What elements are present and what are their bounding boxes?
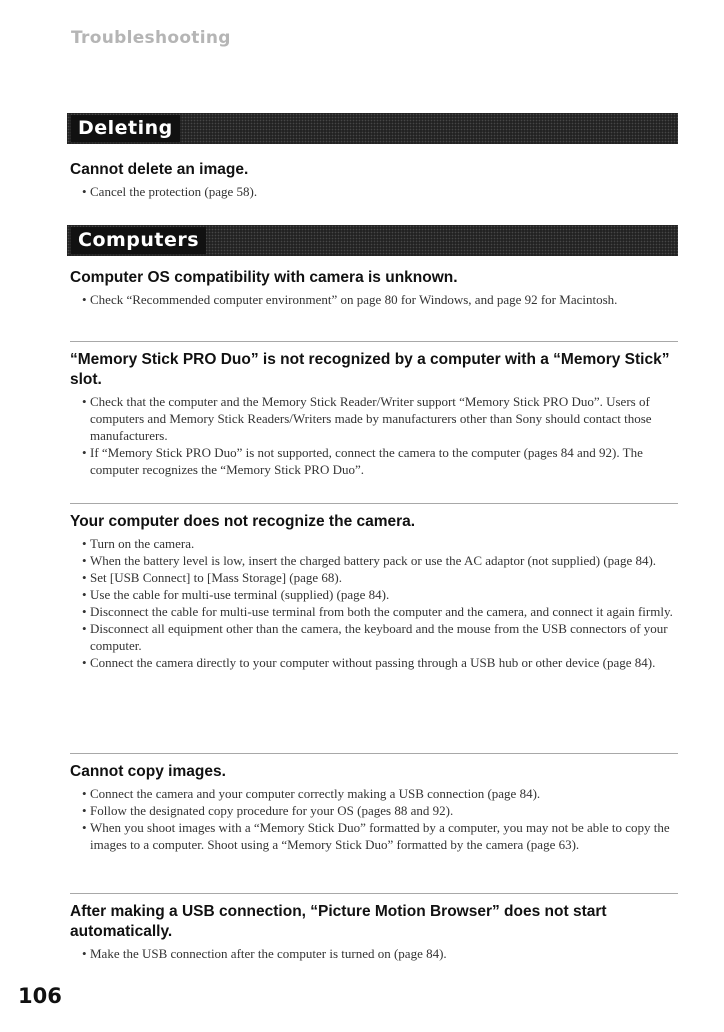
faq-answers (70, 183, 678, 200)
section-title: Computers (71, 227, 206, 254)
faq-question: Your computer does not recognize the camera. (70, 513, 416, 530)
faq-item (70, 753, 678, 853)
faq-item (70, 893, 678, 962)
section-header-deleting (67, 113, 678, 144)
faq-answers (70, 291, 678, 308)
faq-answers (70, 393, 678, 478)
running-head: Troubleshooting (71, 28, 231, 48)
faq-answer: • If “Memory Stick PRO Duo” is not supported, connect the camera to the computer (pages 84 and 92). The computer recognizes the “Memory Stick PRO Duo”. (82, 444, 678, 478)
faq-answer: • Use the cable for multi-use terminal (supplied) (page 84). (82, 586, 678, 603)
section-title: Deleting (71, 115, 180, 142)
page-number: 106 (18, 984, 62, 1008)
faq-question: Cannot copy images. (70, 763, 226, 780)
faq-answer: • Follow the designated copy procedure for your OS (pages 88 and 92). (82, 802, 678, 819)
faq-answer: • Check “Recommended computer environment” on page 80 for Windows, and page 92 for Macintosh. (82, 291, 678, 308)
faq-question: Cannot delete an image. (70, 161, 249, 178)
faq-answer: • Disconnect all equipment other than the camera, the keyboard and the mouse from the USB connectors of your computer. (82, 620, 678, 654)
faq-answer: • Connect the camera and your computer correctly making a USB connection (page 84). (82, 785, 678, 802)
faq-answer: • When the battery level is low, insert the charged battery pack or use the AC adaptor (not supplied) (page 84). (82, 552, 678, 569)
faq-answer: • Turn on the camera. (82, 535, 678, 552)
faq-answer: • Make the USB connection after the computer is turned on (page 84). (82, 945, 678, 962)
faq-answers (70, 785, 678, 853)
faq-item (70, 341, 678, 478)
faq-answer: • Connect the camera directly to your computer without passing through a USB hub or other device (page 84). (82, 654, 678, 671)
faq-answer: • Cancel the protection (page 58). (82, 183, 678, 200)
faq-answer: • Set [USB Connect] to [Mass Storage] (page 68). (82, 569, 678, 586)
faq-answer: • Check that the computer and the Memory Stick Reader/Writer support “Memory Stick PRO Duo”. Users of computers and Memory Stick Readers/Writers made by manufacturers other than Sony should contact those manufacturers. (82, 393, 678, 444)
faq-question: “Memory Stick PRO Duo” is not recognized by a computer with a “Memory Stick” slot. (70, 351, 670, 388)
faq-item (70, 268, 678, 308)
faq-answers (70, 535, 678, 671)
faq-item (70, 160, 678, 200)
faq-question: Computer OS compatibility with camera is unknown. (70, 269, 458, 286)
faq-answer: • Disconnect the cable for multi-use terminal from both the computer and the camera, and connect it again firmly. (82, 603, 678, 620)
section-header-computers (67, 225, 678, 256)
faq-answer: • When you shoot images with a “Memory Stick Duo” formatted by a computer, you may not be able to copy the images to a computer. Shoot using a “Memory Stick Duo” formatted by the camera (page 63). (82, 819, 678, 853)
faq-answers (70, 945, 678, 962)
faq-question: After making a USB connection, “Picture Motion Browser” does not start automatically. (70, 903, 607, 940)
faq-item (70, 503, 678, 671)
